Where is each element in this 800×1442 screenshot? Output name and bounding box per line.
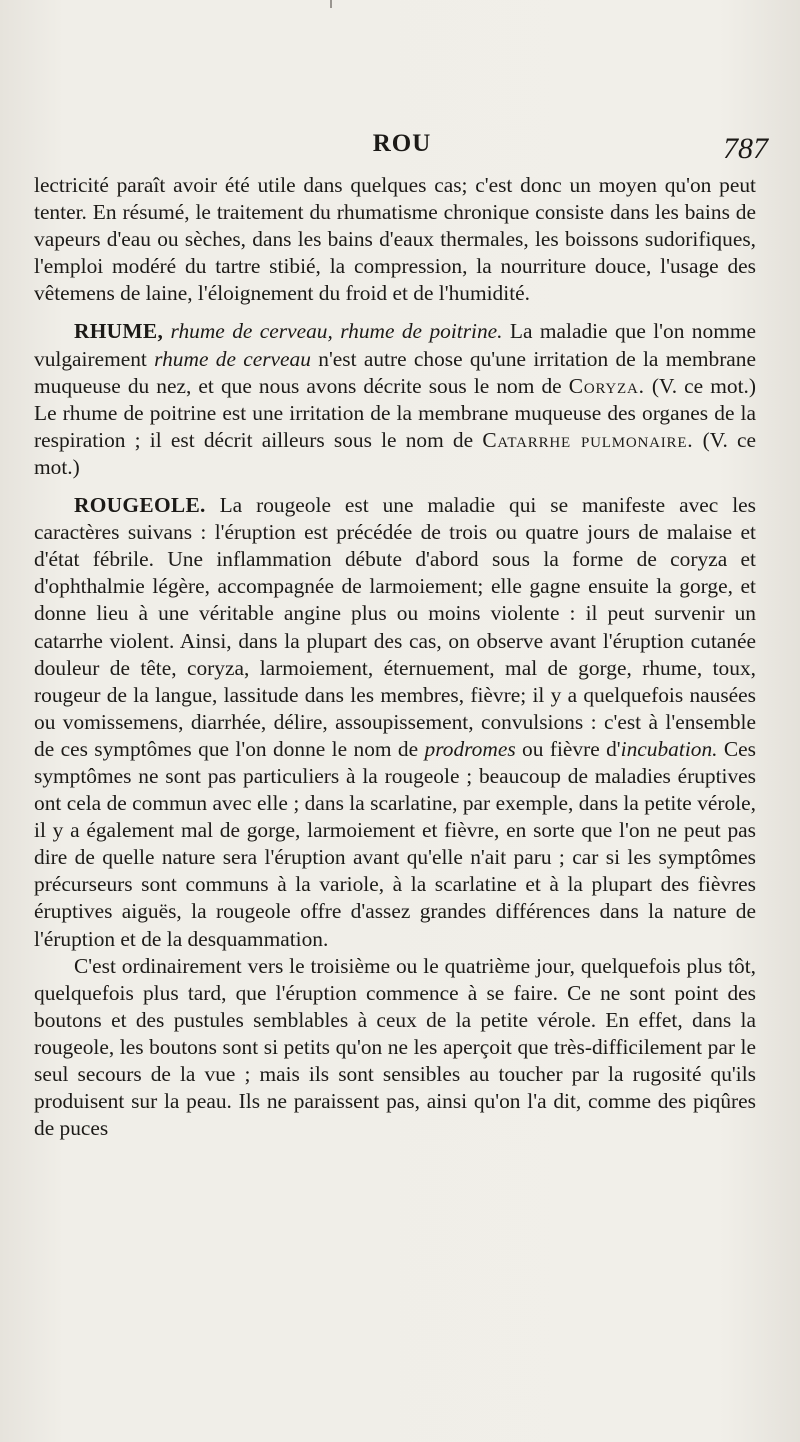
- paragraph-eruption: C'est ordinairement vers le troisième ou le quatrième jour, quelquefois plus tôt, quelquefois plus tard, que l'éruption commence à se faire. Ce ne sont point des boutons et des pustules semblables à ceux de la petite vérole. En effet, dans la rougeole, les boutons sont si petits qu'on ne les aperçoit que très-difficilement par le seul secours de la vue ; mais ils sont sensibles au toucher par la rugosité qu'ils produisent sur la peau. Ils ne paraissent pas, ainsi qu'on l'a dit, comme des piqûres de puces: [34, 953, 756, 1141]
- entry-text: La rougeole est une maladie qui se manifeste avec les caractères suivans : l'éruption est précédée de trois ou quatre jours de malaise et d'état fébrile. Une inflammation débute d'abord sous la forme de coryza et d'ophthalmie légère, accompagnée de larmoiement; elle gagne ensuite la gorge, et donne lieu à une véritable angine plus ou moins violente : il peut survenir un catarrhe violent. Ainsi, dans la plupart des cas, on observe avant l'éruption cutanée douleur de tête, coryza, larmoiement, éternuement, mal de gorge, rhume, toux, rougeur de la langue, lassitude dans les membres, fièvre; il y a quelquefois nausées ou vomissemens, diarrhée, délire, assoupissement, convulsions : c'est à l'ensemble de ces symptômes que l'on donne le nom de: [34, 493, 756, 761]
- italic-term-incubation: incubation.: [620, 736, 718, 761]
- page-mark: [330, 0, 332, 8]
- entry-text: La maladie que l'on nomme vulgairement: [34, 319, 756, 371]
- entry-text: n'est autre chose qu'une irritation de la membrane muqueuse du nez, et que nous avons décrite sous le nom de: [34, 346, 756, 398]
- entry-headword-rougeole: ROUGEOLE.: [74, 493, 206, 518]
- entry-text: (V. ce mot.) Le rhume de poitrine est une irritation de la membrane muqueuse des organes de la respiration ; il est décrit ailleurs sous le nom de: [34, 373, 756, 452]
- cross-reference-coryza: Coryza.: [568, 373, 645, 398]
- entry-text: Ces symptômes ne sont pas particuliers à la rougeole ; beaucoup de maladies éruptives ont cela de commun avec elle ; dans la scarlatine, par exemple, dans la petite vérole, il y a également mal de gorge, larmoiement et fièvre, en sorte que l'on ne peut pas dire de quelle nature sera l'éruption avant qu'elle n'ait paru ; car si les symptômes précurseurs sont communs à la variole, à la scarlatine et à la plupart des fièvres éruptives aiguës, la rougeole offre d'assez grandes différences dans la nature de l'éruption et de la desquammation.: [34, 736, 756, 951]
- entry-text: (V. ce mot.): [34, 427, 756, 479]
- entry-headword-rhume: RHUME,: [74, 319, 164, 344]
- cross-reference-catarrhe: Catarrhe pulmonaire.: [482, 427, 694, 452]
- subheading-rhume-de-cerveau: rhume de cerveau,: [170, 319, 333, 344]
- paragraph-continuation: lectricité paraît avoir été utile dans quelques cas; c'est donc un moyen qu'on peut tenter. En résumé, le traitement du rhumatisme chronique consiste dans les bains de vapeurs d'eau ou sèches, dans les bains d'eaux thermales, les boissons sudorifiques, l'emploi modéré du tartre stibié, la compression, la nourriture douce, l'usage des vêtemens de laine, l'éloignement du froid et de l'humidité.: [34, 173, 756, 306]
- body-text: [34, 172, 756, 1142]
- page-header: [34, 128, 770, 172]
- running-head: ROU: [372, 130, 432, 157]
- page-number: 787: [723, 132, 768, 165]
- italic-term: rhume de cerveau: [154, 346, 311, 371]
- italic-term-prodromes: prodromes: [424, 736, 516, 761]
- subheading-rhume-de-poitrine: rhume de poitrine.: [340, 319, 503, 344]
- entry-rougeole: [34, 492, 756, 953]
- entry-rhume: [34, 318, 756, 481]
- entry-text: ou fièvre d': [522, 736, 621, 761]
